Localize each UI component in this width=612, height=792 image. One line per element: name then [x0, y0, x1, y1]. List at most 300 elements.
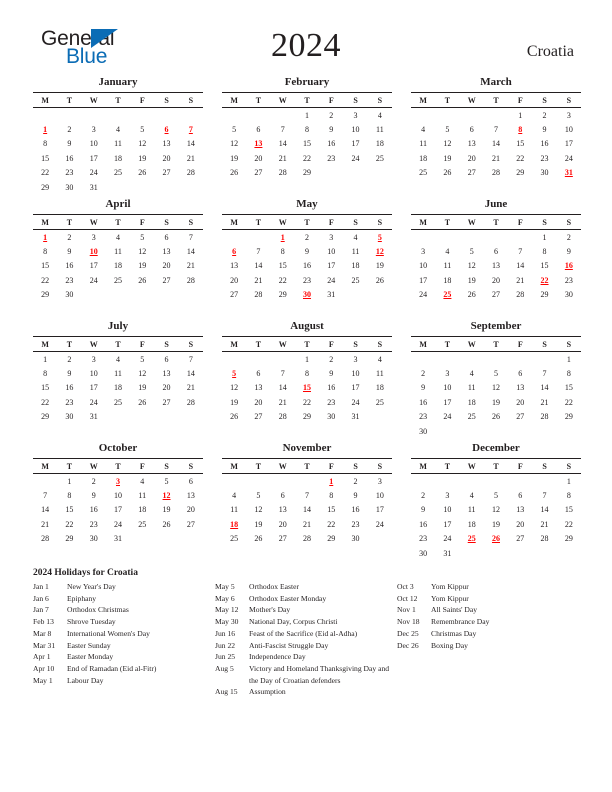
day-cell[interactable]: 5 — [256, 491, 261, 501]
day-cell[interactable]: 6 — [164, 232, 169, 242]
day-cell[interactable]: 14 — [186, 369, 195, 379]
day-cell[interactable]: 15 — [278, 261, 287, 271]
day-cell[interactable]: 13 — [186, 491, 195, 501]
day-cell[interactable]: 8 — [280, 247, 285, 257]
day-cell[interactable]: 4 — [377, 110, 382, 120]
day-cell[interactable]: 24 — [113, 519, 122, 529]
day-cell[interactable]: 19 — [375, 261, 384, 271]
day-cell[interactable]: 27 — [254, 168, 263, 178]
day-cell[interactable]: 20 — [162, 261, 171, 271]
day-cell[interactable]: 8 — [566, 491, 571, 501]
day-cell[interactable]: 17 — [443, 519, 452, 529]
day-cell[interactable]: 6 — [518, 369, 523, 379]
day-cell[interactable]: 28 — [186, 275, 195, 285]
day-cell[interactable]: 3 — [115, 476, 120, 486]
day-cell[interactable]: 11 — [230, 505, 238, 515]
day-cell[interactable]: 8 — [67, 491, 72, 501]
day-cell[interactable]: 30 — [327, 412, 336, 422]
day-cell[interactable]: 11 — [114, 247, 122, 257]
day-cell[interactable]: 21 — [186, 383, 195, 393]
day-cell[interactable]: 2 — [329, 354, 334, 364]
day-cell[interactable]: 27 — [230, 290, 239, 300]
day-cell[interactable]: 5 — [140, 125, 145, 135]
day-cell[interactable]: 28 — [491, 168, 500, 178]
day-cell[interactable]: 22 — [41, 168, 50, 178]
day-cell[interactable]: 2 — [566, 232, 571, 242]
day-cell[interactable]: 13 — [162, 139, 171, 149]
day-cell[interactable]: 26 — [375, 275, 384, 285]
day-cell[interactable]: 12 — [230, 383, 239, 393]
day-cell[interactable]: 16 — [327, 139, 336, 149]
day-cell[interactable]: 13 — [254, 139, 263, 149]
day-cell[interactable]: 21 — [516, 275, 525, 285]
day-cell[interactable]: 13 — [491, 261, 500, 271]
day-cell[interactable]: 13 — [254, 383, 263, 393]
day-cell[interactable]: 16 — [419, 397, 428, 407]
day-cell[interactable]: 18 — [375, 139, 384, 149]
day-cell[interactable]: 4 — [353, 232, 358, 242]
day-cell[interactable]: 7 — [518, 247, 523, 257]
day-cell[interactable]: 30 — [419, 426, 428, 436]
day-cell[interactable]: 26 — [230, 412, 239, 422]
day-cell[interactable]: 30 — [65, 182, 74, 192]
day-cell[interactable]: 13 — [230, 261, 239, 271]
day-cell[interactable]: 19 — [254, 519, 263, 529]
day-cell[interactable]: 25 — [467, 534, 476, 544]
day-cell[interactable]: 19 — [138, 383, 147, 393]
day-cell[interactable]: 16 — [419, 519, 428, 529]
day-cell[interactable]: 5 — [232, 369, 237, 379]
day-cell[interactable]: 22 — [41, 397, 50, 407]
day-cell[interactable]: 17 — [89, 153, 98, 163]
day-cell[interactable]: 31 — [89, 182, 98, 192]
day-cell[interactable]: 10 — [443, 505, 452, 515]
day-cell[interactable]: 8 — [304, 369, 309, 379]
day-cell[interactable]: 21 — [491, 153, 500, 163]
day-cell[interactable]: 5 — [493, 491, 498, 501]
day-cell[interactable]: 17 — [564, 139, 573, 149]
day-cell[interactable]: 7 — [542, 369, 547, 379]
day-cell[interactable]: 5 — [469, 247, 474, 257]
day-cell[interactable]: 6 — [469, 125, 474, 135]
day-cell[interactable]: 20 — [516, 519, 525, 529]
day-cell[interactable]: 6 — [256, 369, 261, 379]
day-cell[interactable]: 25 — [230, 534, 239, 544]
day-cell[interactable]: 25 — [467, 412, 476, 422]
day-cell[interactable]: 28 — [254, 290, 263, 300]
day-cell[interactable]: 29 — [564, 534, 573, 544]
day-cell[interactable]: 8 — [43, 247, 48, 257]
day-cell[interactable]: 1 — [67, 476, 72, 486]
day-cell[interactable]: 12 — [162, 491, 171, 501]
day-cell[interactable]: 17 — [113, 505, 122, 515]
day-cell[interactable]: 25 — [138, 519, 147, 529]
day-cell[interactable]: 2 — [353, 476, 358, 486]
day-cell[interactable]: 17 — [327, 261, 336, 271]
day-cell[interactable]: 9 — [353, 491, 358, 501]
day-cell[interactable]: 10 — [327, 247, 336, 257]
day-cell[interactable]: 31 — [327, 290, 336, 300]
day-cell[interactable]: 9 — [421, 505, 426, 515]
day-cell[interactable]: 16 — [540, 139, 549, 149]
day-cell[interactable]: 24 — [443, 412, 452, 422]
day-cell[interactable]: 23 — [540, 153, 549, 163]
day-cell[interactable]: 2 — [91, 476, 96, 486]
day-cell[interactable]: 18 — [351, 261, 360, 271]
day-cell[interactable]: 18 — [467, 519, 476, 529]
day-cell[interactable]: 5 — [164, 476, 169, 486]
day-cell[interactable]: 17 — [351, 383, 360, 393]
day-cell[interactable]: 30 — [564, 290, 573, 300]
day-cell[interactable]: 27 — [467, 168, 476, 178]
day-cell[interactable]: 11 — [419, 139, 427, 149]
day-cell[interactable]: 26 — [467, 290, 476, 300]
day-cell[interactable]: 7 — [542, 491, 547, 501]
day-cell[interactable]: 4 — [140, 476, 145, 486]
day-cell[interactable]: 11 — [467, 505, 476, 515]
day-cell[interactable]: 24 — [443, 534, 452, 544]
day-cell[interactable]: 17 — [89, 261, 98, 271]
day-cell[interactable]: 12 — [375, 247, 384, 257]
day-cell[interactable]: 2 — [329, 110, 334, 120]
day-cell[interactable]: 18 — [419, 153, 428, 163]
day-cell[interactable]: 29 — [540, 290, 549, 300]
day-cell[interactable]: 24 — [89, 275, 98, 285]
day-cell[interactable]: 20 — [278, 519, 287, 529]
day-cell[interactable]: 3 — [91, 354, 96, 364]
day-cell[interactable]: 20 — [230, 275, 239, 285]
day-cell[interactable]: 25 — [375, 153, 384, 163]
day-cell[interactable]: 15 — [564, 505, 573, 515]
day-cell[interactable]: 26 — [491, 412, 500, 422]
day-cell[interactable]: 30 — [540, 168, 549, 178]
day-cell[interactable]: 24 — [419, 290, 428, 300]
day-cell[interactable]: 22 — [564, 397, 573, 407]
day-cell[interactable]: 14 — [254, 261, 263, 271]
day-cell[interactable]: 5 — [140, 232, 145, 242]
day-cell[interactable]: 29 — [327, 534, 336, 544]
day-cell[interactable]: 26 — [491, 534, 500, 544]
day-cell[interactable]: 7 — [188, 354, 193, 364]
day-cell[interactable]: 6 — [188, 476, 193, 486]
day-cell[interactable]: 11 — [375, 125, 384, 135]
day-cell[interactable]: 15 — [302, 383, 311, 393]
day-cell[interactable]: 10 — [419, 261, 428, 271]
day-cell[interactable]: 30 — [419, 548, 428, 558]
day-cell[interactable]: 20 — [162, 153, 171, 163]
day-cell[interactable]: 23 — [327, 153, 336, 163]
day-cell[interactable]: 7 — [188, 232, 193, 242]
day-cell[interactable]: 9 — [67, 369, 72, 379]
day-cell[interactable]: 14 — [302, 505, 311, 515]
day-cell[interactable]: 21 — [540, 397, 549, 407]
day-cell[interactable]: 1 — [542, 232, 547, 242]
day-cell[interactable]: 30 — [89, 534, 98, 544]
day-cell[interactable]: 14 — [278, 383, 287, 393]
day-cell[interactable]: 19 — [138, 261, 147, 271]
day-cell[interactable]: 7 — [188, 125, 193, 135]
day-cell[interactable]: 15 — [564, 383, 573, 393]
day-cell[interactable]: 11 — [375, 369, 384, 379]
day-cell[interactable]: 27 — [491, 290, 500, 300]
day-cell[interactable]: 23 — [419, 412, 428, 422]
day-cell[interactable]: 21 — [186, 261, 195, 271]
day-cell[interactable]: 22 — [302, 153, 311, 163]
day-cell[interactable]: 18 — [138, 505, 147, 515]
day-cell[interactable]: 2 — [67, 354, 72, 364]
day-cell[interactable]: 19 — [162, 505, 171, 515]
day-cell[interactable]: 2 — [67, 125, 72, 135]
day-cell[interactable]: 1 — [566, 476, 571, 486]
day-cell[interactable]: 1 — [43, 232, 48, 242]
day-cell[interactable]: 26 — [162, 519, 171, 529]
day-cell[interactable]: 20 — [491, 275, 500, 285]
day-cell[interactable]: 12 — [138, 139, 147, 149]
day-cell[interactable]: 18 — [113, 261, 122, 271]
day-cell[interactable]: 25 — [351, 275, 360, 285]
day-cell[interactable]: 18 — [113, 153, 122, 163]
day-cell[interactable]: 20 — [186, 505, 195, 515]
day-cell[interactable]: 1 — [329, 476, 334, 486]
day-cell[interactable]: 18 — [467, 397, 476, 407]
day-cell[interactable]: 24 — [327, 275, 336, 285]
day-cell[interactable]: 24 — [375, 519, 384, 529]
day-cell[interactable]: 21 — [254, 275, 263, 285]
day-cell[interactable]: 11 — [138, 491, 147, 501]
day-cell[interactable]: 24 — [89, 168, 98, 178]
day-cell[interactable]: 13 — [162, 369, 171, 379]
day-cell[interactable]: 7 — [304, 491, 309, 501]
day-cell[interactable]: 17 — [419, 275, 428, 285]
day-cell[interactable]: 18 — [113, 383, 122, 393]
day-cell[interactable]: 2 — [421, 369, 426, 379]
day-cell[interactable]: 14 — [278, 139, 287, 149]
day-cell[interactable]: 1 — [304, 354, 309, 364]
day-cell[interactable]: 27 — [162, 397, 171, 407]
day-cell[interactable]: 7 — [280, 369, 285, 379]
day-cell[interactable]: 24 — [351, 153, 360, 163]
day-cell[interactable]: 4 — [469, 491, 474, 501]
day-cell[interactable]: 16 — [302, 261, 311, 271]
day-cell[interactable]: 7 — [43, 491, 48, 501]
day-cell[interactable]: 14 — [540, 505, 549, 515]
day-cell[interactable]: 1 — [566, 354, 571, 364]
day-cell[interactable]: 28 — [302, 534, 311, 544]
day-cell[interactable]: 27 — [162, 275, 171, 285]
day-cell[interactable]: 11 — [467, 383, 476, 393]
day-cell[interactable]: 6 — [256, 125, 261, 135]
day-cell[interactable]: 13 — [516, 383, 525, 393]
day-cell[interactable]: 24 — [89, 397, 98, 407]
day-cell[interactable]: 31 — [443, 548, 452, 558]
day-cell[interactable]: 11 — [351, 247, 360, 257]
day-cell[interactable]: 29 — [302, 168, 311, 178]
day-cell[interactable]: 15 — [41, 153, 50, 163]
day-cell[interactable]: 9 — [91, 491, 96, 501]
day-cell[interactable]: 22 — [516, 153, 525, 163]
day-cell[interactable]: 1 — [280, 232, 285, 242]
day-cell[interactable]: 3 — [445, 491, 450, 501]
day-cell[interactable]: 29 — [65, 534, 74, 544]
day-cell[interactable]: 6 — [164, 354, 169, 364]
day-cell[interactable]: 31 — [89, 412, 98, 422]
day-cell[interactable]: 9 — [67, 139, 72, 149]
day-cell[interactable]: 25 — [113, 168, 122, 178]
day-cell[interactable]: 23 — [564, 275, 573, 285]
day-cell[interactable]: 14 — [41, 505, 50, 515]
day-cell[interactable]: 21 — [278, 397, 287, 407]
day-cell[interactable]: 1 — [304, 110, 309, 120]
day-cell[interactable]: 29 — [278, 290, 287, 300]
day-cell[interactable]: 9 — [421, 383, 426, 393]
day-cell[interactable]: 8 — [43, 139, 48, 149]
day-cell[interactable]: 16 — [89, 505, 98, 515]
day-cell[interactable]: 22 — [278, 275, 287, 285]
day-cell[interactable]: 30 — [302, 290, 311, 300]
day-cell[interactable]: 1 — [43, 354, 48, 364]
day-cell[interactable]: 21 — [278, 153, 287, 163]
day-cell[interactable]: 27 — [186, 519, 195, 529]
day-cell[interactable]: 16 — [65, 153, 74, 163]
day-cell[interactable]: 4 — [115, 125, 120, 135]
day-cell[interactable]: 12 — [491, 505, 500, 515]
day-cell[interactable]: 10 — [89, 139, 98, 149]
day-cell[interactable]: 14 — [186, 247, 195, 257]
day-cell[interactable]: 4 — [115, 232, 120, 242]
day-cell[interactable]: 10 — [89, 247, 98, 257]
day-cell[interactable]: 31 — [113, 534, 122, 544]
day-cell[interactable]: 4 — [115, 354, 120, 364]
day-cell[interactable]: 13 — [162, 247, 171, 257]
day-cell[interactable]: 25 — [419, 168, 428, 178]
day-cell[interactable]: 25 — [443, 290, 452, 300]
day-cell[interactable]: 8 — [329, 491, 334, 501]
day-cell[interactable]: 23 — [419, 534, 428, 544]
day-cell[interactable]: 18 — [230, 519, 239, 529]
day-cell[interactable]: 5 — [377, 232, 382, 242]
day-cell[interactable]: 28 — [278, 412, 287, 422]
day-cell[interactable]: 8 — [566, 369, 571, 379]
day-cell[interactable]: 5 — [493, 369, 498, 379]
day-cell[interactable]: 23 — [327, 397, 336, 407]
day-cell[interactable]: 28 — [516, 290, 525, 300]
day-cell[interactable]: 13 — [516, 505, 525, 515]
day-cell[interactable]: 7 — [280, 125, 285, 135]
day-cell[interactable]: 14 — [186, 139, 195, 149]
day-cell[interactable]: 10 — [351, 369, 360, 379]
day-cell[interactable]: 28 — [41, 534, 50, 544]
day-cell[interactable]: 10 — [443, 383, 452, 393]
day-cell[interactable]: 20 — [254, 153, 263, 163]
day-cell[interactable]: 18 — [375, 383, 384, 393]
day-cell[interactable]: 4 — [232, 491, 237, 501]
day-cell[interactable]: 23 — [351, 519, 360, 529]
day-cell[interactable]: 28 — [540, 412, 549, 422]
day-cell[interactable]: 21 — [540, 519, 549, 529]
day-cell[interactable]: 29 — [302, 412, 311, 422]
day-cell[interactable]: 13 — [278, 505, 287, 515]
day-cell[interactable]: 15 — [327, 505, 336, 515]
day-cell[interactable]: 19 — [491, 397, 500, 407]
day-cell[interactable]: 23 — [89, 519, 98, 529]
day-cell[interactable]: 22 — [65, 519, 74, 529]
day-cell[interactable]: 20 — [467, 153, 476, 163]
day-cell[interactable]: 9 — [329, 125, 334, 135]
day-cell[interactable]: 30 — [351, 534, 360, 544]
day-cell[interactable]: 28 — [186, 397, 195, 407]
day-cell[interactable]: 30 — [65, 290, 74, 300]
day-cell[interactable]: 4 — [445, 247, 450, 257]
day-cell[interactable]: 11 — [114, 139, 122, 149]
day-cell[interactable]: 5 — [445, 125, 450, 135]
day-cell[interactable]: 20 — [254, 397, 263, 407]
day-cell[interactable]: 8 — [518, 125, 523, 135]
day-cell[interactable]: 9 — [329, 369, 334, 379]
day-cell[interactable]: 14 — [540, 383, 549, 393]
day-cell[interactable]: 27 — [516, 534, 525, 544]
day-cell[interactable]: 23 — [302, 275, 311, 285]
day-cell[interactable]: 6 — [493, 247, 498, 257]
day-cell[interactable]: 16 — [65, 383, 74, 393]
day-cell[interactable]: 4 — [421, 125, 426, 135]
day-cell[interactable]: 11 — [443, 261, 452, 271]
day-cell[interactable]: 8 — [43, 369, 48, 379]
day-cell[interactable]: 3 — [353, 110, 358, 120]
day-cell[interactable]: 25 — [113, 397, 122, 407]
day-cell[interactable]: 22 — [302, 397, 311, 407]
day-cell[interactable]: 12 — [491, 383, 500, 393]
day-cell[interactable]: 15 — [540, 261, 549, 271]
day-cell[interactable]: 30 — [65, 412, 74, 422]
day-cell[interactable]: 17 — [375, 505, 384, 515]
day-cell[interactable]: 5 — [232, 125, 237, 135]
day-cell[interactable]: 10 — [564, 125, 573, 135]
day-cell[interactable]: 16 — [351, 505, 360, 515]
day-cell[interactable]: 2 — [67, 232, 72, 242]
day-cell[interactable]: 8 — [304, 125, 309, 135]
day-cell[interactable]: 27 — [516, 412, 525, 422]
day-cell[interactable]: 26 — [443, 168, 452, 178]
day-cell[interactable]: 10 — [351, 125, 360, 135]
day-cell[interactable]: 22 — [41, 275, 50, 285]
day-cell[interactable]: 27 — [278, 534, 287, 544]
day-cell[interactable]: 6 — [518, 491, 523, 501]
day-cell[interactable]: 24 — [351, 397, 360, 407]
day-cell[interactable]: 9 — [542, 125, 547, 135]
day-cell[interactable]: 15 — [302, 139, 311, 149]
day-cell[interactable]: 3 — [91, 125, 96, 135]
day-cell[interactable]: 31 — [351, 412, 360, 422]
day-cell[interactable]: 15 — [41, 261, 50, 271]
day-cell[interactable]: 14 — [491, 139, 500, 149]
day-cell[interactable]: 21 — [186, 153, 195, 163]
day-cell[interactable]: 20 — [516, 397, 525, 407]
day-cell[interactable]: 2 — [421, 491, 426, 501]
day-cell[interactable]: 29 — [516, 168, 525, 178]
day-cell[interactable]: 16 — [564, 261, 573, 271]
day-cell[interactable]: 3 — [377, 476, 382, 486]
day-cell[interactable]: 28 — [278, 168, 287, 178]
day-cell[interactable]: 11 — [114, 369, 122, 379]
day-cell[interactable]: 9 — [304, 247, 309, 257]
day-cell[interactable]: 26 — [138, 397, 147, 407]
day-cell[interactable]: 22 — [564, 519, 573, 529]
day-cell[interactable]: 24 — [564, 153, 573, 163]
day-cell[interactable]: 9 — [566, 247, 571, 257]
day-cell[interactable]: 3 — [445, 369, 450, 379]
day-cell[interactable]: 2 — [304, 232, 309, 242]
day-cell[interactable]: 3 — [91, 232, 96, 242]
